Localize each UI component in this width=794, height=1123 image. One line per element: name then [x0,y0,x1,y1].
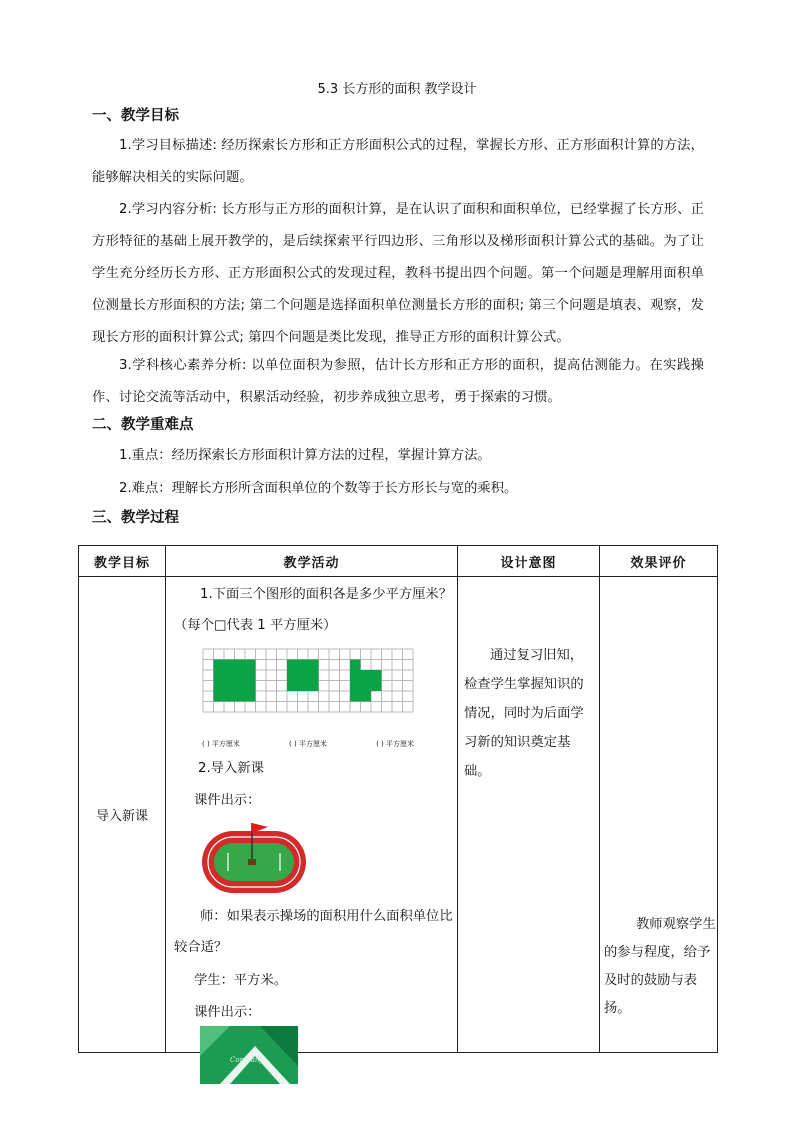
grid-cell-filled [214,681,225,692]
intent-cell [458,577,600,1053]
grid-cell-filled [245,670,256,681]
section-heading-2: 二、教学重难点 [92,417,194,433]
grid-cell-filled [298,681,309,692]
grid-cell-filled [350,660,361,671]
difficulty-point: 2.难点：理解长方形所含面积单位的个数等于长方形长与宽的乘积。 [119,481,518,496]
grid-cell-filled [214,670,225,681]
grid-cell-filled [224,681,235,692]
grid-cell-filled [235,670,246,681]
paragraph-objective-1: 1.学习目标描述: 经历探索长方形和正方形面积公式的过程，掌握长方形、正方形面积计算的方法，能够解决相关的实际问题。 [92,138,704,185]
grid-cell-filled [245,681,256,692]
evaluation-cell [600,577,718,1053]
header-activity: 教学活动 [166,546,458,577]
document-title: 5.3 长方形的面积 教学设计 [317,82,477,97]
area-grid-figure [202,645,414,717]
grid-cell-filled [308,660,319,671]
grid-cell-filled [308,681,319,692]
activity-question: 1.下面三个图形的面积各是多少平方厘米？（每个□代表 1 平方厘米） [174,587,453,633]
grid-cell-filled [371,681,382,692]
grid-cell-filled [350,691,361,702]
grid-cell-filled [361,670,372,681]
courseware-show-2: 课件出示： [194,1005,261,1020]
grid-cell-filled [298,660,309,671]
header-intent: 设计意图 [458,546,600,577]
grid-cell-filled [361,681,372,692]
grid-cell-filled [308,670,319,681]
key-point: 1.重点：经历探索长方形面积计算方法的过程，掌握计算方法。 [119,448,491,463]
table-row [79,577,718,1053]
playground-illustration [200,819,310,895]
table-header-row [79,546,718,577]
goal-cell: 导入新课 [79,577,166,1053]
paragraph-objective-3: 3.学科核心素养分析: 以单位面积为参照，估计长方形和正方形的面积，提高估测能力。在实践操作、讨论交流等活动中，积累活动经验，初步养成独立思考，勇于探索的习惯。 [92,358,704,405]
paragraph-objective-2: 2.学习内容分析: 长方形与正方形的面积计算，是在认识了面积和面积单位，已经掌握了长方形、正方形特征的基础上展开教学的，是后续探索平行四边形、三角形以及梯形面积计算公式的基础。为了让学生充分经历长方形、正方形面积公式的发现过程，教科书提出四个问题。第一个问题是理解用面积单位测量长方形面积的方法; 第二个问题是选择面积单位测量长方形的面积; 第三个问题是填表、观察，发现长方形的面积计算公式; 第四个问题是类比发现，推导正方形的面积计算公式。 [92,202,704,345]
fill-blank-3: ( ) 平方厘米 [376,740,414,748]
section-heading-1: 一、教学目标 [92,108,179,124]
grid-cell-filled [245,691,256,702]
cover-text: Company [230,1056,264,1064]
grid-cell-filled [350,681,361,692]
evaluation-text: 教师观察学生的参与程度，给予及时的鼓励与表扬。 [604,917,716,1016]
grid-cell-filled [287,660,298,671]
grid-cell-filled [224,691,235,702]
grid-cell-filled [371,670,382,681]
fill-blank-labels [202,739,414,749]
grid-cell-filled [287,670,298,681]
grid-cell-filled [235,681,246,692]
header-goal: 教学目标 [79,546,166,577]
grid-cell-filled [235,691,246,702]
section-heading-3: 三、教学过程 [92,510,179,526]
grid-cell-filled [361,691,372,702]
teacher-question: 师：如果表示操场的面积用什么面积单位比较合适？ [174,909,453,955]
student-answer: 学生：平方米。 [194,973,288,988]
teaching-process-table [78,545,718,1064]
grid-cell-filled [245,660,256,671]
grid-cell-filled [214,660,225,671]
grid-cell-filled [298,670,309,681]
header-evaluation: 效果评价 [600,546,718,577]
grid-cell-filled [224,660,235,671]
grid-cell-filled [350,670,361,681]
activity-cell [166,577,458,1064]
grid-cell-filled [287,681,298,692]
fill-blank-2: ( ) 平方厘米 [289,740,327,748]
courseware-show-1: 课件出示： [194,793,261,808]
grid-cell-filled [214,691,225,702]
intent-text: 通过复习旧知，检查学生掌握知识的情况，同时为后面学习新的知识奠定基础。 [464,648,584,779]
courseware-cover-image [200,1026,298,1084]
grid-cell-filled [235,660,246,671]
grid-cell-filled [224,670,235,681]
step-import: 2.导入新课 [198,761,264,776]
fill-blank-1: ( ) 平方厘米 [202,740,240,748]
